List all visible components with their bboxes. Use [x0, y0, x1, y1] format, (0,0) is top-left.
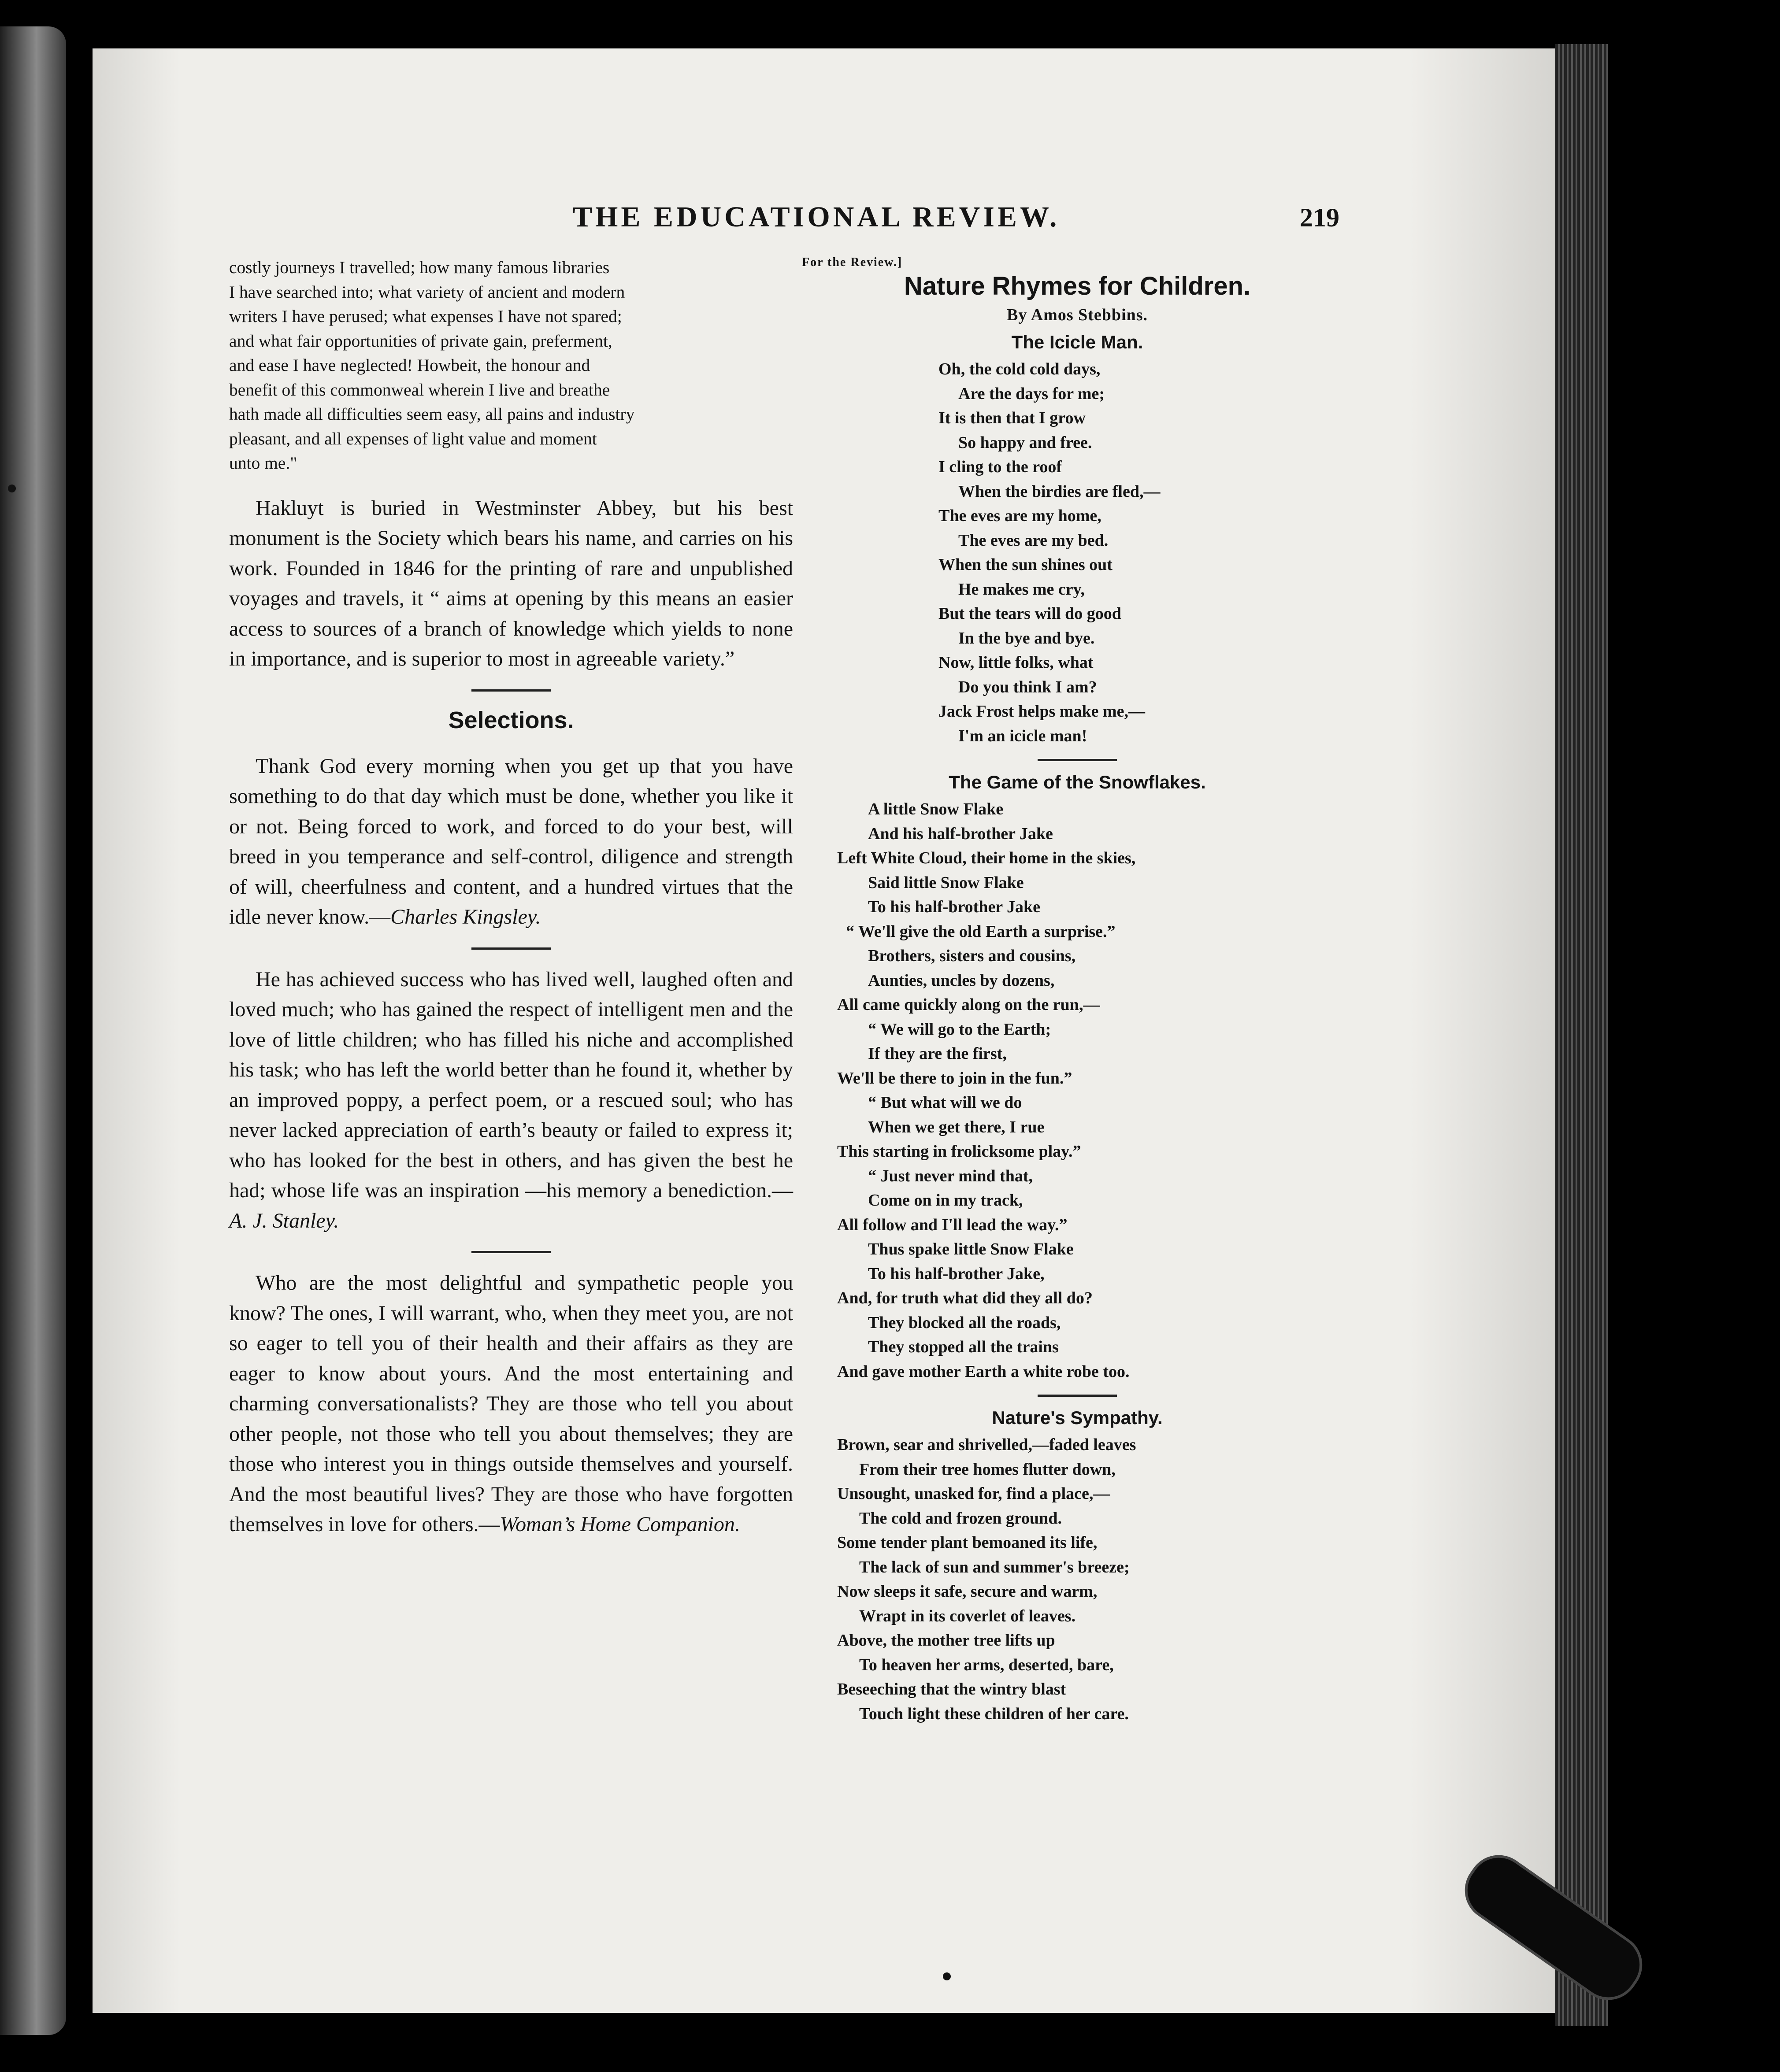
- poem-line: The lack of sun and summer's breeze;: [859, 1558, 1130, 1576]
- poem-line: And, for truth what did they all do?: [837, 1289, 1093, 1307]
- hakluyt-paragraph: [229, 493, 793, 674]
- poem-line: Beseeching that the wintry blast: [837, 1680, 1066, 1698]
- selections-heading: Selections.: [448, 707, 574, 733]
- poem-line: To his half-brother Jake: [868, 898, 1040, 916]
- selection-kingsley: [229, 751, 793, 932]
- left-column: [229, 255, 793, 1540]
- selection-womans-home-companion: [229, 1268, 793, 1540]
- page-number: 219: [1300, 203, 1339, 232]
- poem-line: Above, the mother tree lifts up: [837, 1631, 1055, 1650]
- poem-title: Nature's Sympathy.: [992, 1407, 1163, 1428]
- poem-line: “ Just never mind that,: [868, 1166, 1033, 1185]
- poem-line: When we get there, I rue: [868, 1117, 1045, 1136]
- poem-line: When the birdies are fled,—: [958, 482, 1161, 501]
- poem-line: They stopped all the trains: [868, 1338, 1059, 1356]
- selection-kingsley-text: Thank God every morning when you get up that you have something to do that day which must be done, whether you like it or not. Being forced to work, and forced to do your best, will breed in you temperance and self-control, diligence and strength of will, cheerfulness and content, and a hundred virtues that the idle never know.—: [229, 754, 793, 929]
- selection-stanley: [229, 965, 793, 1236]
- poem-line: A little Snow Flake: [868, 800, 1004, 818]
- section-divider: [471, 689, 551, 692]
- quote-line: hath made all difficulties seem easy, all pains and industry: [229, 404, 635, 424]
- selection-divider: [471, 947, 551, 950]
- poem-line: They blocked all the roads,: [868, 1313, 1061, 1332]
- poem-title: The Game of the Snowflakes.: [949, 772, 1206, 792]
- poem-line: And his half-brother Jake: [868, 824, 1053, 843]
- poem-line: But the tears will do good: [938, 604, 1121, 623]
- poem-line: Brothers, sisters and cousins,: [868, 947, 1076, 965]
- poem-line: Thus spake little Snow Flake: [868, 1240, 1074, 1258]
- quote-line: pleasant, and all expenses of light value and moment: [229, 429, 597, 448]
- poem-line: “ We'll give the old Earth a surprise.”: [846, 922, 1116, 941]
- running-header-title: THE EDUCATIONAL REVIEW.: [573, 201, 1060, 233]
- poem-line: It is then that I grow: [938, 409, 1086, 427]
- poem-body: [802, 357, 1353, 748]
- poem-line: All follow and I'll lead the way.”: [837, 1215, 1068, 1234]
- poem-line: “ But what will we do: [868, 1093, 1022, 1112]
- poem-line: Touch light these children of her care.: [859, 1704, 1129, 1723]
- quote-line: benefit of this commonweal wherein I live and breathe: [229, 380, 610, 400]
- poem-line: And gave mother Earth a white robe too.: [837, 1362, 1130, 1381]
- hakluyt-quote: [229, 255, 793, 476]
- poem-line: To heaven her arms, deserted, bare,: [859, 1655, 1114, 1674]
- quote-line: and what fair opportunities of private gain, preferment,: [229, 331, 612, 351]
- quote-line: writers I have perused; what expenses I have not spared;: [229, 307, 622, 326]
- poem-line: Unsought, unasked for, find a place,—: [837, 1484, 1110, 1503]
- poem-title: The Icicle Man.: [1011, 332, 1143, 352]
- selection-divider: [471, 1251, 551, 1253]
- poem-line: I'm an icicle man!: [958, 726, 1087, 745]
- poem-line: When the sun shines out: [938, 555, 1112, 574]
- poem-line: Do you think I am?: [958, 677, 1097, 696]
- poem-line: Wrapt in its coverlet of leaves.: [859, 1606, 1076, 1625]
- poem-line: Are the days for me;: [958, 384, 1105, 403]
- poem-line: Oh, the cold cold days,: [938, 360, 1101, 378]
- quote-line: I have searched into; what variety of ancient and modern: [229, 282, 625, 302]
- poem-line: The eves are my bed.: [958, 531, 1109, 550]
- poem-line: Come on in my track,: [868, 1191, 1023, 1210]
- selection-stanley-text: He has achieved success who has lived well, laughed often and loved much; who has gained the respect of intelligent men and the love of little children; who has filled his niche and accomplished his task; who has left the world better than he found it, whether by an improved poppy, a perfect poem, or a rescued soul; who has never lacked appreciation of earth’s beauty or failed to express it; who has looked for the best in others, and has given the best he had; whose life was an inspiration —his memory a benediction.—: [229, 967, 793, 1202]
- scan-speck: [8, 485, 16, 492]
- poem-line: Said little Snow Flake: [868, 873, 1024, 892]
- poem-line: Aunties, uncles by dozens,: [868, 971, 1055, 990]
- poem-line: This starting in frolicksome play.”: [837, 1142, 1081, 1161]
- poem-line: Now sleeps it safe, secure and warm,: [837, 1582, 1098, 1601]
- poem-line: Some tender plant bemoaned its life,: [837, 1533, 1098, 1552]
- book-page-edges: [1555, 44, 1608, 2026]
- poem-line: We'll be there to join in the fun.”: [837, 1069, 1072, 1088]
- poem-divider: [1038, 1395, 1117, 1397]
- quote-line: and ease I have neglected! Howbeit, the honour and: [229, 355, 590, 375]
- scan-speck: [943, 1972, 951, 1980]
- selection-companion-attribution: Woman’s Home Companion.: [500, 1513, 740, 1536]
- poem-body: [802, 1433, 1353, 1726]
- poem-line: Left White Cloud, their home in the skies,: [837, 849, 1136, 867]
- poem-line: So happy and free.: [958, 433, 1092, 452]
- hakluyt-paragraph-text: Hakluyt is buried in Westminster Abbey, but his best monument is the Society which bears his name, and carries on his work. Founded in 1846 for the printing of rare and unpublished voyages and travels, it “ aims at opening by this means an easier access to sources of a branch of knowledge which yields to none in importance, and is superior to most in agreeable variety.”: [229, 496, 793, 670]
- selection-kingsley-attribution: Charles Kingsley.: [390, 905, 541, 929]
- facing-page-edge: [0, 26, 66, 2035]
- poem-line: To his half-brother Jake,: [868, 1264, 1045, 1283]
- poems: [802, 332, 1353, 1726]
- author-byline: By Amos Stebbins.: [1006, 306, 1148, 324]
- quote-line: costly journeys I travelled; how many famous libraries: [229, 258, 610, 277]
- poem-line: The cold and frozen ground.: [859, 1509, 1062, 1528]
- poem-line: Now, little folks, what: [938, 653, 1094, 672]
- poem-line: All came quickly along on the run,—: [837, 995, 1100, 1014]
- poem-line: If they are the first,: [868, 1044, 1007, 1063]
- poem-line: I cling to the roof: [938, 458, 1062, 476]
- poem-line: “ We will go to the Earth;: [868, 1020, 1051, 1039]
- quote-line: unto me.": [229, 453, 297, 473]
- poem-line: Jack Frost helps make me,—: [938, 702, 1145, 721]
- poem-line: He makes me cry,: [958, 580, 1085, 599]
- selection-stanley-attribution: A. J. Stanley.: [229, 1209, 339, 1232]
- right-column: [802, 255, 1353, 1726]
- selection-companion-text: Who are the most delightful and sympathetic people you know? The ones, I will warrant, who, when they meet you, are not so eager to tell you of their health and their affairs as they are eager to know about yours. And the most entertaining and charming conversationalists? They are those who tell you about other people, not those who tell you about themselves; they are those who interest you in things outside themselves and yourself. And the most beautiful lives? They are those who have forgotten themselves in love for others.—: [229, 1271, 793, 1536]
- poem-line: From their tree homes flutter down,: [859, 1460, 1116, 1479]
- poem-body: [802, 797, 1353, 1384]
- poem-divider: [1038, 759, 1117, 761]
- for-the-review-label: For the Review.]: [802, 255, 903, 269]
- nature-rhymes-title: Nature Rhymes for Children.: [904, 272, 1251, 300]
- poem-line: Brown, sear and shrivelled,—faded leaves: [837, 1436, 1136, 1454]
- poem-line: The eves are my home,: [938, 507, 1101, 525]
- poem-line: In the bye and bye.: [958, 629, 1095, 648]
